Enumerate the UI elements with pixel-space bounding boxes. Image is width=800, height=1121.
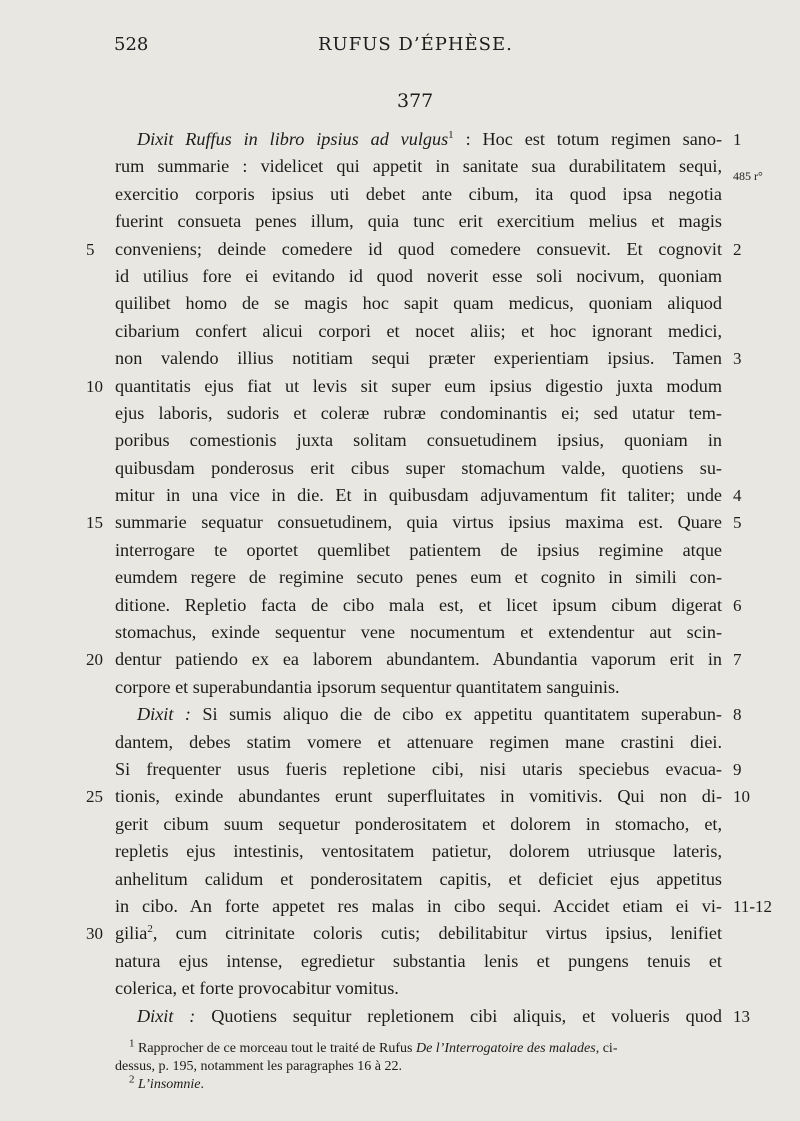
line-text-content: , cum citrinitate coloris cutis; debilitabitur virtus ipsius, lenifiet [152, 923, 722, 944]
paragraph-number: 4 [733, 486, 742, 506]
line-text-content: natura ejus intense, egredietur substantia lenis et pungens tenuis et [115, 950, 722, 971]
line-text-content: dantem, debes statim vomere et attenuare regimen mane crastini diei. [115, 731, 722, 752]
paragraph-number: 5 [733, 513, 742, 533]
text-line [0, 783, 800, 810]
line-text-content: dentur patiendo ex ea laborem abundantem. Abundantia vaporum erit in [115, 649, 722, 670]
line-text-content: quilibet homo de se magis hoc sapit quam medicus, quoniam aliquod [115, 293, 722, 314]
line-text-content: conveniens; deinde comedere id quod comedere consuevit. Et cognovit [115, 238, 722, 259]
line-text-content: repletis ejus intestinis, ventositatem patietur, dolorem utriusque lateris, [115, 841, 722, 862]
line-text-content: summarie sequatur consuetudinem, quia virtus ipsius maxima est. Quare [115, 512, 722, 533]
paragraph-number: 7 [733, 650, 742, 670]
footnote-ref: 2 [147, 923, 153, 936]
text-line [0, 893, 800, 920]
footnote-mark: 1 [129, 1037, 135, 1050]
text-line [0, 427, 800, 454]
paragraph-number: 13 [733, 1006, 750, 1026]
line-number: 15 [86, 513, 103, 533]
footnote-text: . [200, 1077, 204, 1092]
line-text [115, 181, 722, 208]
line-text-content: fuerint consueta penes illum, quia tunc erit exercitium melius et magis [115, 211, 722, 232]
line-text [115, 427, 722, 454]
line-text [115, 729, 722, 756]
text-line [0, 619, 800, 646]
line-text [115, 208, 722, 235]
line-text [115, 509, 722, 536]
line-number: 25 [86, 787, 103, 807]
folio-marker: 485 r° [733, 169, 763, 184]
text-line [0, 975, 800, 1002]
line-text [115, 153, 722, 180]
line-text-content: interrogare te oportet quemlibet patientem de ipsius regimine atque [115, 539, 722, 560]
text-line [0, 948, 800, 975]
line-text [115, 1003, 722, 1030]
text-line [0, 263, 800, 290]
text-line [0, 646, 800, 673]
paragraph-number: 1 [733, 130, 742, 149]
line-text [115, 783, 722, 810]
line-text-content: cibarium confert alicui corpori et nocet aliis; et hoc ignorant medici, [115, 320, 722, 341]
line-text [115, 373, 722, 400]
line-text-content: gerit cibum suum sequetur ponderositatem et dolorem in stomacho, et, [115, 813, 722, 834]
line-number: 5 [86, 239, 95, 259]
line-text-content: poribus comestionis juxta solitam consuetudinem ipsius, quoniam in [115, 430, 722, 451]
line-text [115, 592, 722, 619]
line-text [115, 455, 722, 482]
line-text [115, 345, 722, 372]
line-text [115, 920, 722, 947]
text-line [0, 674, 800, 701]
line-text [115, 290, 722, 317]
text-line [0, 701, 800, 728]
line-text [115, 838, 722, 865]
footnote-text: dessus, p. 195, notamment les paragraphes 16 à 22. [115, 1059, 402, 1074]
running-head [0, 34, 800, 58]
line-text [115, 674, 722, 701]
line-text [115, 948, 722, 975]
line-text [115, 756, 722, 783]
line-text [115, 318, 722, 345]
line-text-content: quibusdam ponderosus erit cibus super stomachum valde, quotiens su- [115, 457, 722, 478]
footnote [115, 1037, 727, 1058]
text-line [0, 373, 800, 400]
text-line [0, 592, 800, 619]
text-line [0, 208, 800, 235]
footnote-text: Rapprocher de ce morceau tout le traité de Rufus [134, 1041, 416, 1056]
text-line [0, 236, 800, 263]
footnote-ref: 1 [448, 128, 454, 141]
line-text-content: mitur in una vice in die. Et in quibusdam adjuvamentum fit taliter; unde [115, 485, 722, 506]
text-line [0, 537, 800, 564]
text-line [0, 564, 800, 591]
line-text [115, 482, 722, 509]
line-text-content: exercitio corporis ipsius uti debet ante cibum, ita quod ipsa negotia [115, 183, 722, 204]
line-text-content: gilia [115, 923, 148, 944]
footnote-text: , ci- [595, 1041, 618, 1056]
paragraph-number: 3 [733, 349, 742, 369]
line-text [115, 400, 722, 427]
paragraph-number: 2 [733, 239, 742, 259]
text-line [0, 729, 800, 756]
line-text [115, 646, 722, 673]
line-text-content: anhelitum calidum et ponderositatem capitis, et deficiet ejus appetitus [115, 868, 722, 889]
text-line [0, 509, 800, 536]
line-text [115, 126, 722, 153]
paragraph-number: 10 [733, 787, 750, 807]
text-line [0, 318, 800, 345]
line-text-content: rum summarie : videlicet qui appetit in sanitate sua durabilitatem sequi, [115, 156, 722, 177]
text-line [0, 153, 800, 184]
line-text [115, 537, 722, 564]
line-text [115, 811, 722, 838]
line-text [115, 701, 722, 728]
text-line [0, 920, 800, 947]
line-text [115, 263, 722, 290]
line-text-content: non valendo illius notitiam sequi præter experientiam ipsius. Tamen [115, 348, 722, 369]
text-line [0, 400, 800, 427]
text-line [0, 811, 800, 838]
line-text-content: in cibo. An forte appetet res malas in cibo sequi. Accidet etiam ei vi- [115, 895, 722, 916]
line-text-content: Quotiens sequitur repletionem cibi aliquis, et volueris quod [195, 1005, 722, 1026]
text-line [0, 482, 800, 509]
line-text [115, 619, 722, 646]
paragraph-number: 6 [733, 595, 742, 615]
line-text-content: tionis, exinde abundantes erunt superfluitates in vomitivis. Qui non di- [115, 786, 722, 807]
footnote-italic: De l’Interrogatoire des malades [415, 1041, 596, 1056]
line-text-content: ditione. Repletio facta de cibo mala est, et licet ipsum cibum digerat [115, 594, 722, 615]
paragraph-number: 8 [733, 705, 742, 725]
page-number: 528 [114, 34, 149, 55]
line-text-content: colerica, et forte provocabitur vomitus. [115, 978, 399, 999]
text-line [0, 290, 800, 317]
footnotes [115, 1037, 727, 1094]
running-title: RUFUS D’ÉPHÈSE. [318, 34, 513, 55]
line-text [115, 866, 722, 893]
section-number: 377 [397, 90, 434, 112]
text-line [0, 866, 800, 893]
line-text-content: Si frequenter usus fueris repletione cibi, nisi utaris speciebus evacua- [115, 758, 722, 779]
footnote-italic: L’insomnie [134, 1077, 201, 1092]
line-text-content: quantitatis ejus fiat ut levis sit super eum ipsius digestio juxta modum [115, 375, 722, 396]
line-text-content: corpore et superabundantia ipsorum sequentur quantitatem sanguinis. [115, 676, 620, 697]
footnote [115, 1073, 727, 1094]
footnote-mark: 2 [129, 1073, 135, 1086]
paragraph-number: 11-12 [733, 896, 773, 916]
line-text-content: id utilius fore ei evitando id quod noverit esse soli nocivum, quoniam [115, 265, 722, 286]
text-line [0, 345, 800, 372]
text-line [0, 838, 800, 865]
line-number: 10 [86, 376, 103, 396]
line-text-content: Si sumis aliquo die de cibo ex appetitu quantitatem superabun- [190, 704, 722, 725]
line-text [115, 236, 722, 263]
line-text [115, 975, 722, 1002]
latin-text-block [0, 126, 800, 1030]
line-text [115, 893, 722, 920]
paragraph-number: 9 [733, 759, 742, 779]
text-line [0, 455, 800, 482]
text-line [0, 126, 800, 153]
line-text-content: ejus laboris, sudoris et coleræ rubræ condominantis ei; sed utatur tem- [115, 402, 722, 423]
line-number: 30 [86, 924, 103, 944]
text-line [0, 756, 800, 783]
line-number: 20 [86, 650, 103, 670]
italic-text: Dixit : [137, 704, 191, 725]
italic-text: Dixit : [137, 1005, 196, 1026]
line-text-content: : Hoc est totum regimen sano- [453, 129, 722, 149]
line-text-content: stomachus, exinde sequentur vene nocumentum et extendentur aut scin- [115, 622, 722, 643]
footnote [115, 1058, 727, 1076]
text-line [0, 1003, 800, 1030]
italic-text: Dixit Ruffus in libro ipsius ad vulgus [137, 129, 449, 149]
line-text [115, 564, 722, 591]
text-line [0, 181, 800, 208]
line-text-content: eumdem regere de regimine secuto penes eum et cognito in simili con- [115, 567, 722, 588]
